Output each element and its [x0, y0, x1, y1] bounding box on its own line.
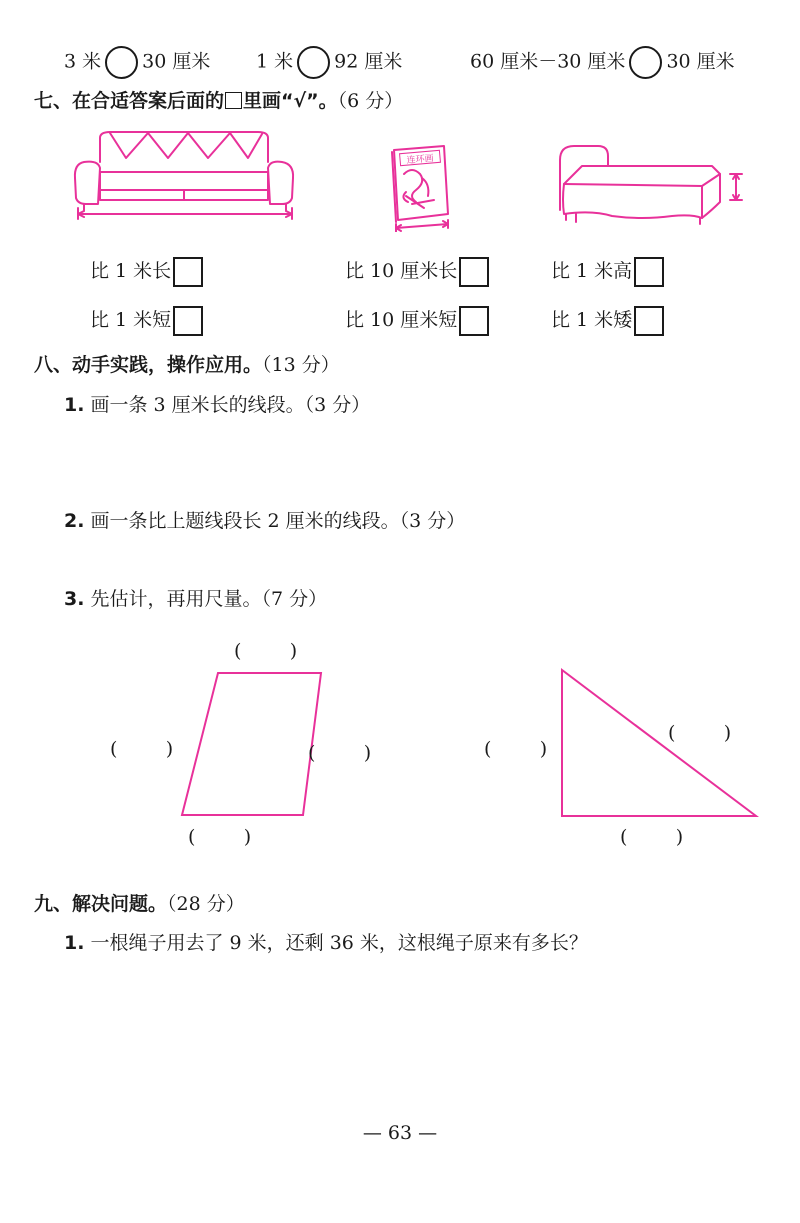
section-9-score: （28 分）	[167, 893, 245, 915]
compare-3-left: 60 厘米－30 厘米	[470, 50, 626, 73]
section-7-title-pre: 七、在合适答案后面的	[34, 90, 225, 112]
option-book-long-label: 比 10 厘米长	[345, 260, 458, 282]
section-9-title	[34, 895, 245, 914]
option-bed-low-label: 比 1 米矮	[551, 309, 633, 331]
compare-2-left: 1 米	[256, 50, 294, 73]
compare-item-1	[64, 46, 210, 79]
question-8-2	[64, 512, 465, 531]
compare-1-right: 30 厘米	[142, 50, 211, 73]
compare-item-2	[256, 46, 402, 79]
section-7-score: （6 分）	[337, 90, 404, 112]
question-8-3-text: 先估计，再用尺量。（7 分）	[90, 588, 328, 610]
page-number: — 63 —	[362, 1122, 438, 1144]
measure-tri-left[interactable]: ( )	[484, 738, 548, 760]
checkbox-sofa-short[interactable]	[173, 306, 203, 336]
question-9-1-text: 一根绳子用去了 9 米，还剩 36 米，这根绳子原来有多长？	[90, 932, 588, 954]
checkbox-book-long[interactable]	[459, 257, 489, 287]
checkbox-book-short[interactable]	[459, 306, 489, 336]
question-8-1	[64, 396, 370, 415]
measure-tri-bottom[interactable]: ( )	[620, 826, 684, 848]
question-9-1-number: 1.	[64, 932, 85, 954]
answer-circle-2[interactable]	[297, 46, 330, 79]
option-sofa-short-label: 比 1 米短	[90, 309, 172, 331]
parallelogram-shape	[178, 670, 326, 820]
section-7-title	[34, 92, 403, 111]
answer-circle-1[interactable]	[105, 46, 138, 79]
answer-circle-3[interactable]	[629, 46, 662, 79]
sofa-illustration	[70, 128, 300, 220]
question-8-1-number: 1.	[64, 394, 85, 416]
section-8-title	[34, 356, 340, 375]
measure-para-top[interactable]: ( )	[234, 640, 298, 662]
drawing-area-8-1[interactable]	[64, 430, 764, 500]
answer-area-9-1[interactable]	[64, 970, 764, 1090]
option-sofa-long-label: 比 1 米长	[90, 260, 172, 282]
checkbox-bed-low[interactable]	[634, 306, 664, 336]
section-8-score: （13 分）	[262, 354, 340, 376]
drawing-area-8-2[interactable]	[64, 546, 764, 586]
option-bed-tall-label: 比 1 米高	[551, 260, 633, 282]
option-book-short	[345, 306, 489, 336]
book-title: 连环画	[406, 153, 435, 167]
compare-1-left: 3 米	[64, 50, 102, 73]
checkbox-sofa-long[interactable]	[173, 257, 203, 287]
question-8-1-text: 画一条 3 厘米长的线段。（3 分）	[90, 394, 371, 416]
option-book-short-label: 比 10 厘米短	[345, 309, 458, 331]
compare-3-right: 30 厘米	[666, 50, 735, 73]
checkbox-bed-tall[interactable]	[634, 257, 664, 287]
compare-2-right: 92 厘米	[334, 50, 403, 73]
checkbox-symbol	[225, 92, 242, 109]
option-sofa-long	[90, 257, 203, 287]
measure-tri-hyp[interactable]: ( )	[668, 722, 732, 744]
measure-para-left[interactable]: ( )	[110, 738, 174, 760]
comic-book-illustration	[386, 144, 454, 232]
section-7-title-post: 里画“√”。	[243, 90, 338, 112]
question-9-1	[64, 934, 588, 953]
measure-para-right[interactable]: ( )	[308, 742, 372, 764]
bed-illustration	[552, 140, 748, 228]
question-8-3-number: 3.	[64, 588, 85, 610]
option-book-long	[345, 257, 489, 287]
section-8-title-text: 八、动手实践，操作应用。	[34, 354, 263, 376]
option-bed-tall	[551, 257, 664, 287]
measure-para-bottom[interactable]: ( )	[188, 826, 252, 848]
option-sofa-short	[90, 306, 203, 336]
compare-item-3	[470, 46, 735, 79]
option-bed-low	[551, 306, 664, 336]
question-8-2-text: 画一条比上题线段长 2 厘米的线段。（3 分）	[90, 510, 466, 532]
question-8-2-number: 2.	[64, 510, 85, 532]
question-8-3	[64, 590, 327, 609]
section-9-title-text: 九、解决问题。	[34, 893, 168, 915]
